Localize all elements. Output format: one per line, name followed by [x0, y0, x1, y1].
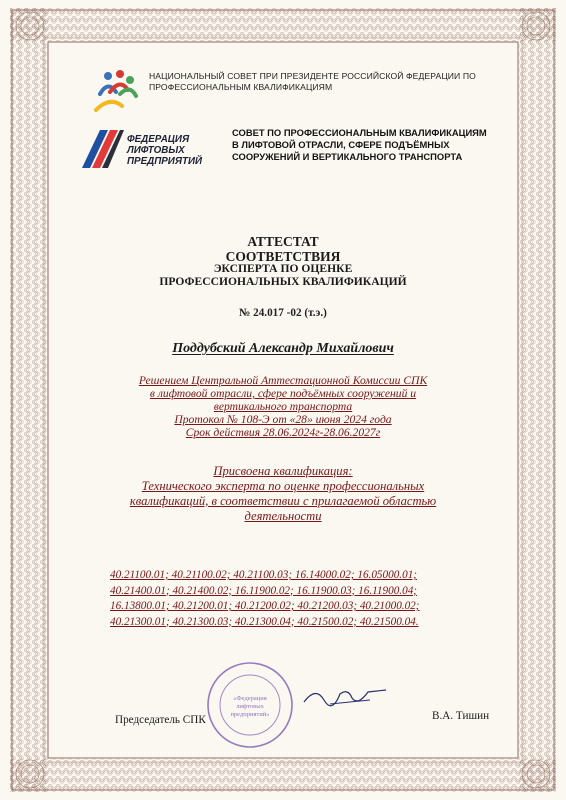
title-line-4: ПРОФЕССИОНАЛЬНЫХ КВАЛИФИКАЦИЙ — [159, 275, 407, 288]
handwritten-signature — [300, 680, 390, 710]
federation-line-3: ПРЕДПРИЯТИЙ — [127, 156, 203, 167]
chair-name: В.А. Тишин — [432, 710, 490, 722]
federation-name — [127, 134, 227, 167]
decision-line-1: Решением Центральной Аттестационной Комиссии СПК — [138, 374, 428, 387]
stamp-line-2: лифтовых — [236, 703, 264, 710]
codes-line-1: 40.21100.01; 40.21100.02; 40.21100.03; 16.14000.02; 16.05000.01; — [110, 569, 418, 581]
validity-line: Срок действия 28.06.2024г-28.06.2027г — [185, 426, 381, 439]
qualification-line-3: квалификаций, в соответствии с прилагаемой областью — [129, 494, 437, 508]
decision-line-3: вертикального транспорта — [213, 400, 353, 413]
codes-line-4: 40.21300.01; 40.21300.03; 40.21300.04; 40.21500.02; 40.21500.04. — [110, 615, 419, 628]
chair-label: Председатель СПК — [115, 714, 206, 726]
qualification-block — [70, 464, 496, 524]
national-council-line-1: НАЦИОНАЛЬНЫЙ СОВЕТ ПРИ ПРЕЗИДЕНТЕ РОССИЙСКОЙ ФЕДЕРАЦИИ ПО — [149, 71, 476, 81]
protocol-line: Протокол № 108-Э от «28» июня 2024 года — [174, 413, 392, 426]
decision-block — [90, 374, 476, 439]
qualification-line-4: деятельности — [244, 509, 322, 523]
federation-line-1: ФЕДЕРАЦИЯ — [127, 134, 190, 145]
council-name — [232, 127, 512, 163]
qualification-line-2: Технического эксперта по оценке профессиональных — [141, 479, 425, 493]
stamp-line-3: предприятий» — [230, 711, 270, 718]
holder-name: Поддубский Александр Михайлович — [172, 341, 394, 356]
codes-line-2: 40.21400.01; 40.21400.02; 16.11900.02; 16.11900.03; 16.11900.04; — [110, 584, 418, 597]
federation-line-2: ЛИФТОВЫХ — [127, 145, 185, 156]
title-line-1: АТТЕСТАТ — [247, 234, 319, 249]
council-line-1: СОВЕТ ПО ПРОФЕССИОНАЛЬНЫМ КВАЛИФИКАЦИЯМ — [232, 127, 487, 138]
national-council-line-2: ПРОФЕССИОНАЛЬНЫМ КВАЛИФИКАЦИЯМ — [149, 82, 333, 92]
council-line-2: В ЛИФТОВОЙ ОТРАСЛИ, СФЕРЕ ПОДЪЁМНЫХ — [232, 139, 450, 150]
stamp-line-1: «Федерация — [233, 695, 267, 702]
certificate-number: № 24.017 -02 (т.э.) — [239, 307, 327, 319]
official-stamp-icon — [205, 660, 295, 750]
national-council-logo-icon — [90, 66, 142, 118]
qualification-codes — [110, 568, 510, 630]
title-line-3: ЭКСПЕРТА ПО ОЦЕНКЕ — [213, 262, 353, 275]
title-line-2: СООТВЕТСТВИЯ — [225, 249, 341, 264]
decision-line-2: в лифтовой отрасли, сфере подъёмных сооружений и — [149, 387, 417, 400]
national-council-name — [149, 71, 479, 93]
council-line-3: СООРУЖЕНИЙ И ВЕРТИКАЛЬНОГО ТРАНСПОРТА — [232, 151, 463, 162]
qualification-line-1: Присвоена квалификация: — [213, 464, 353, 478]
codes-line-3: 16.13800.01; 40.21200.01; 40.21200.02; 40.21200.03; 40.21000.02; — [110, 600, 420, 612]
